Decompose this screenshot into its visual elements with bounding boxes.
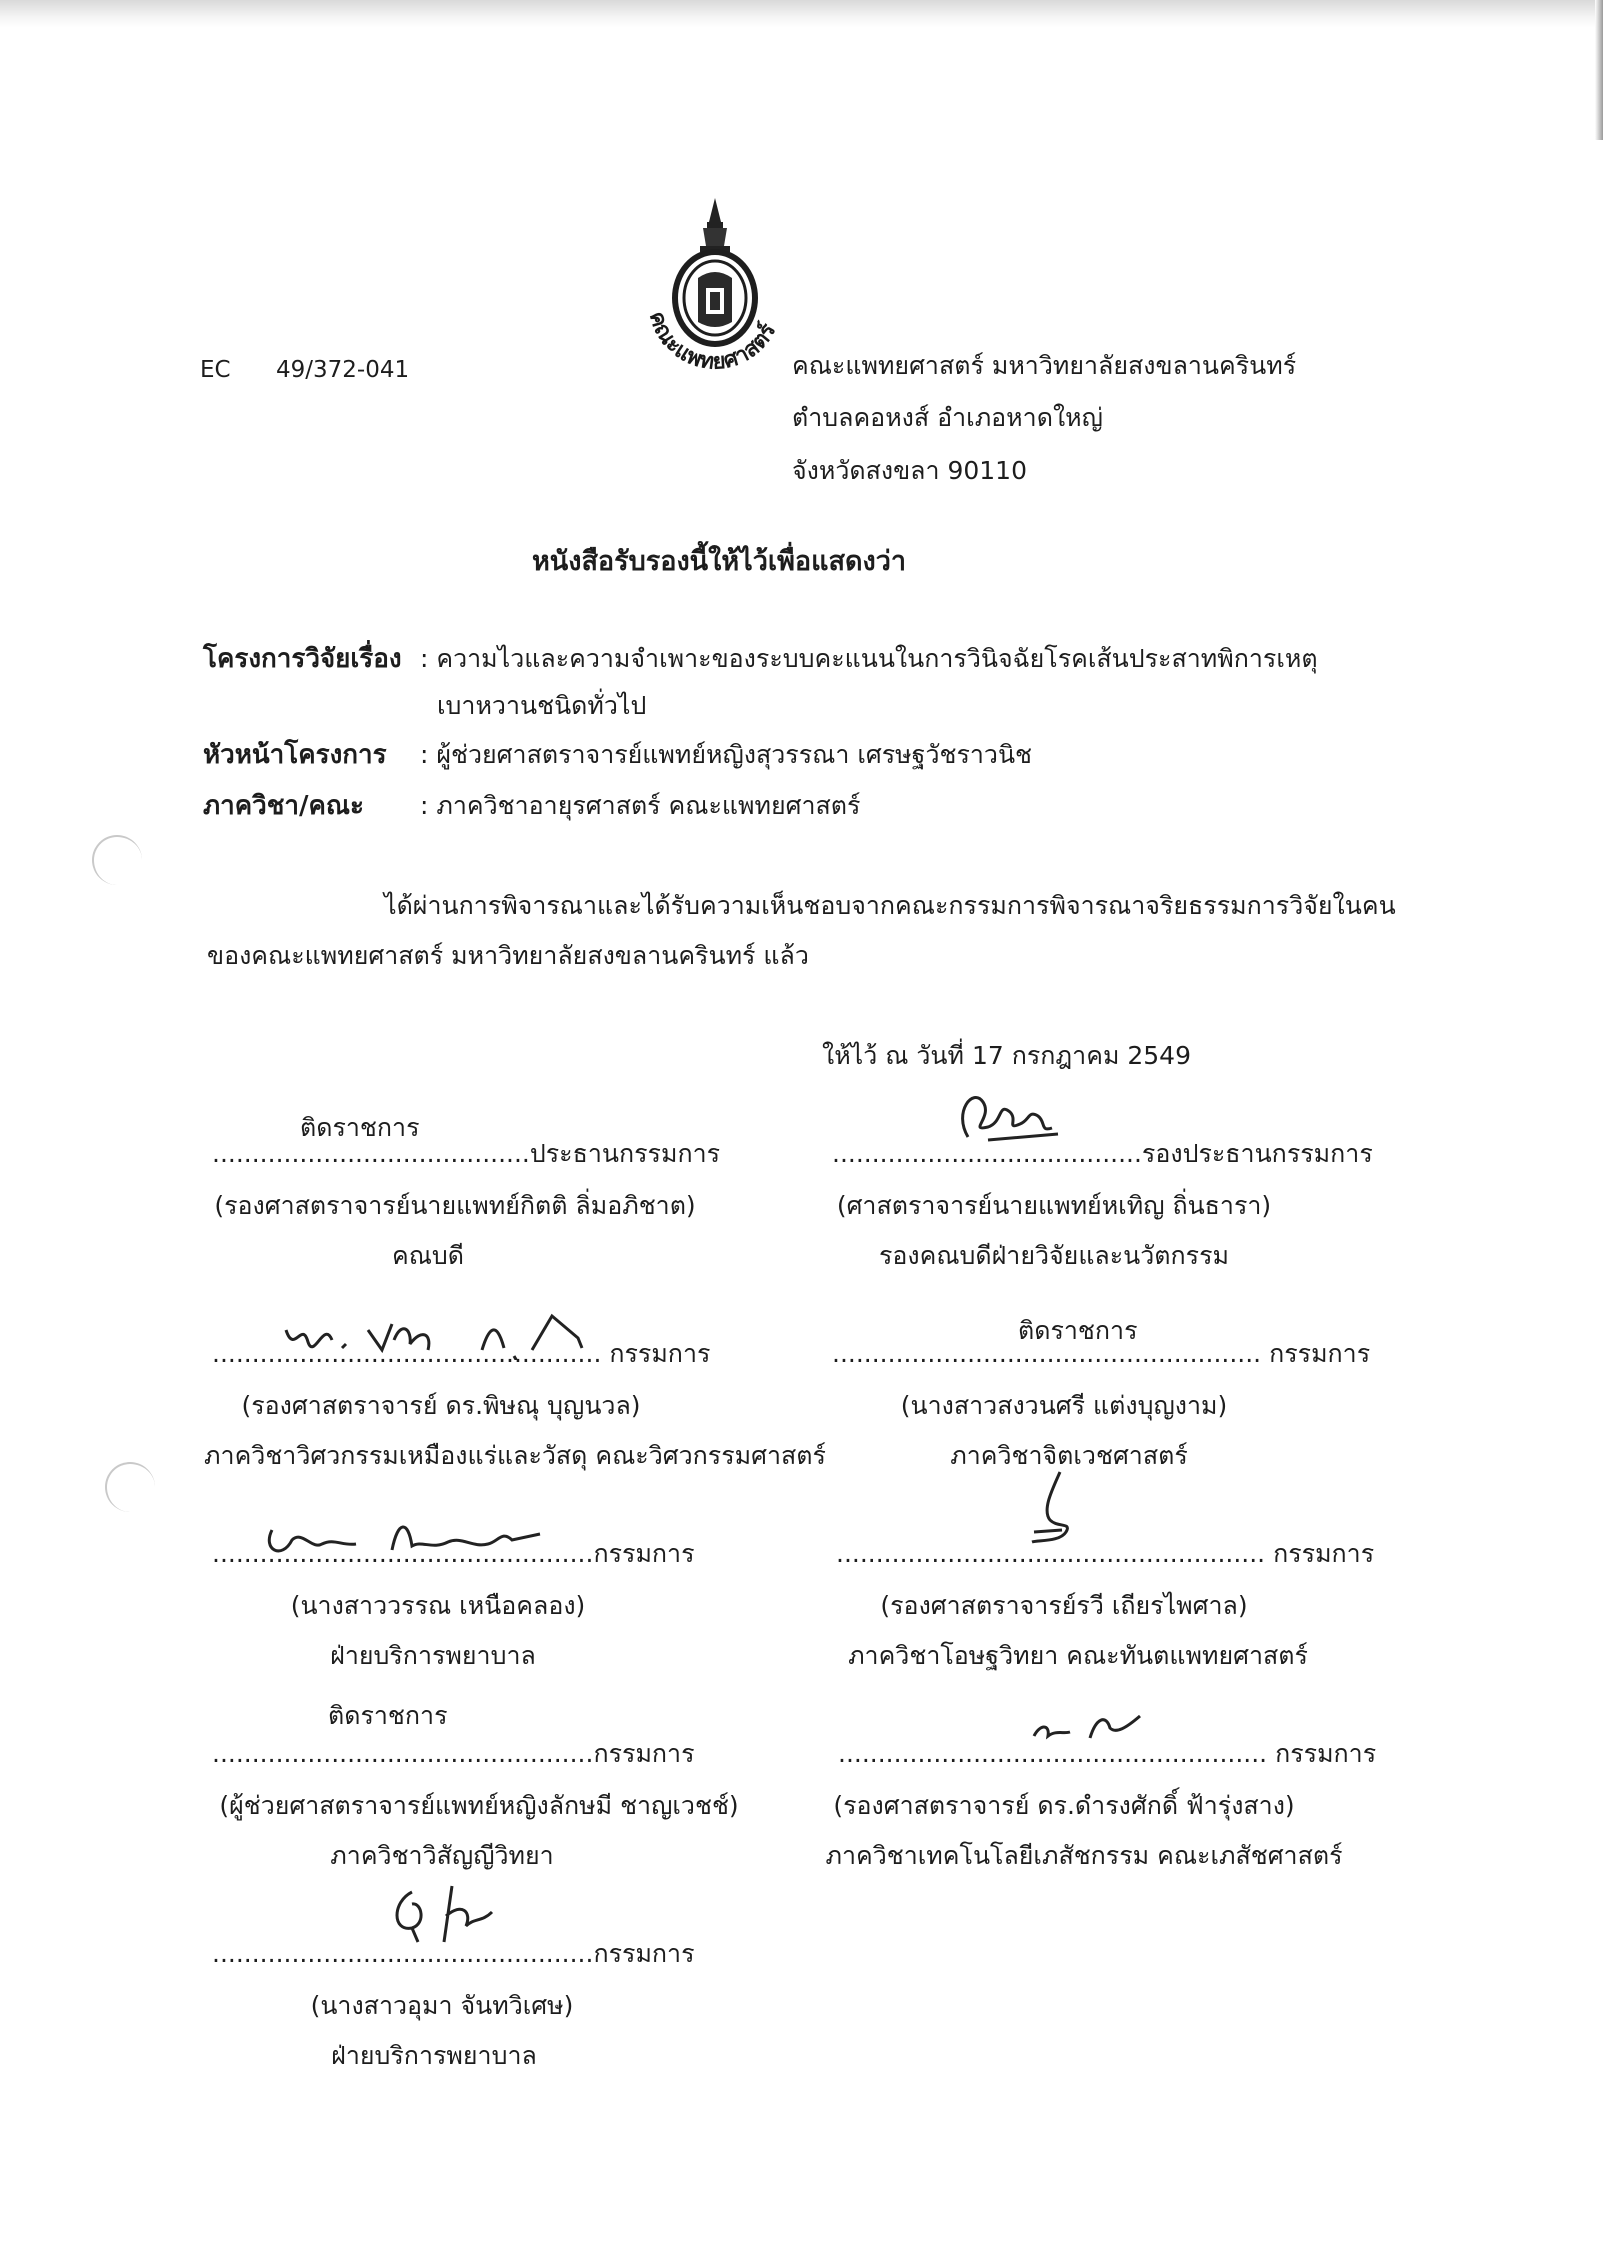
address-line-faculty: คณะแพทยศาสตร์ มหาวิทยาลัยสงขลานครินทร์	[792, 351, 1297, 380]
signatory-1-position: คณบดี	[391, 1241, 465, 1270]
certificate-heading: หนังสือรับรองนี้ให้ไว้เพื่อแสดงว่า	[532, 546, 907, 577]
signatory-8-position: ภาควิชาเทคโนโลยีเภสัชกรรม คณะเภสัชศาสตร์	[825, 1841, 1343, 1870]
project-title-line2: เบาหวานชนิดทั่วไป	[437, 691, 647, 720]
reference-prefix: EC	[200, 357, 231, 383]
signatory-5-position: ฝ่ายบริการพยาบาล	[330, 1641, 536, 1670]
project-lead-value: : ผู้ช่วยศาสตราจารย์แพทย์หญิงสุวรรณา เศรษฐวัชราวนิช	[420, 740, 1033, 769]
signatory-6-position: ภาควิชาโอษฐวิทยา คณะทันตแพทยศาสตร์	[848, 1641, 1308, 1670]
signatory-7-note: ติดราชการ	[328, 1701, 448, 1730]
faculty-seal-logo	[628, 196, 798, 396]
seal-arc-text: คณะแพทยศาสตร์	[643, 308, 782, 375]
project-title-line1: : ความไวและความจำเพาะของระบบคะแนนในการวินิจฉัยโรคเส้นประสาทพิการเหตุ	[420, 644, 1318, 673]
signatory-4-line: ...................................................... กรรมการ	[832, 1339, 1371, 1368]
signatory-3-position: ภาควิชาวิศวกรรมเหมืองแร่และวัสดุ คณะวิศวกรรมศาสตร์	[204, 1441, 826, 1470]
signatory-9-position: ฝ่ายบริการพยาบาล	[331, 2041, 537, 2070]
signatory-3-line: ................................................. กรรมการ	[212, 1339, 711, 1368]
scan-edge-right	[1595, 0, 1603, 140]
signatory-2-line: .......................................รองประธานกรรมการ	[832, 1139, 1373, 1168]
approval-statement-line1: ได้ผ่านการพิจารณาและได้รับความเห็นชอบจากคณะกรรมการพิจารณาจริยธรรมการวิจัยในคน	[384, 891, 1396, 920]
signatory-7-line: ................................................กรรมการ	[212, 1739, 695, 1768]
signatory-9-name: (นางสาวอุมา จันทวิเศษ)	[310, 1991, 574, 2020]
signatory-7-name: (ผู้ช่วยศาสตราจารย์แพทย์หญิงลักษมี ชาญเวชช์)	[219, 1791, 739, 1820]
approval-statement-line2: ของคณะแพทยศาสตร์ มหาวิทยาลัยสงขลานครินทร์ แล้ว	[207, 941, 809, 970]
signatory-9-line: ................................................กรรมการ	[212, 1939, 695, 1968]
signatory-2-name: (ศาสตราจารย์นายแพทย์หเทิญ ถิ่นธารา)	[836, 1191, 1272, 1220]
department-value: : ภาควิชาอายุรศาสตร์ คณะแพทยศาสตร์	[420, 791, 861, 820]
signatory-1-name: (รองศาสตราจารย์นายแพทย์กิตติ ลิ่มอภิชาต)	[214, 1191, 696, 1220]
department-label: ภาควิชา/คณะ	[203, 791, 364, 821]
reference-number: 49/372-041	[276, 357, 410, 383]
signatory-1-note: ติดราชการ	[300, 1113, 420, 1142]
signatory-8-line: ...................................................... กรรมการ	[838, 1739, 1377, 1768]
signatory-7-position: ภาควิชาวิสัญญีวิทยา	[330, 1841, 554, 1870]
signatory-1-line: ........................................ประธานกรรมการ	[212, 1139, 721, 1168]
punch-hole-mark	[92, 835, 142, 885]
signatory-5-line: ................................................กรรมการ	[212, 1539, 695, 1568]
signatory-3-name: (รองศาสตราจารย์ ดร.พิษณุ บุญนวล)	[241, 1391, 641, 1420]
scan-edge-top	[0, 0, 1603, 28]
signatory-8-name: (รองศาสตราจารย์ ดร.ดำรงศักดิ์ ฟ้ารุ่งสาง)	[833, 1791, 1295, 1820]
signatory-6-line: ...................................................... กรรมการ	[836, 1539, 1375, 1568]
signatory-5-name: (นางสาววรรณ เหนือคลอง)	[290, 1591, 586, 1620]
project-lead-label: หัวหน้าโครงการ	[203, 740, 387, 770]
signatory-4-note: ติดราชการ	[1018, 1316, 1138, 1345]
address-line-province: จังหวัดสงขลา 90110	[792, 456, 1027, 485]
issue-date: ให้ไว้ ณ วันที่ 17 กรกฎาคม 2549	[822, 1041, 1191, 1070]
address-line-district: ตำบลคอหงส์ อำเภอหาดใหญ่	[792, 403, 1103, 432]
signatory-4-name: (นางสาวสงวนศรี แต่งบุญงาม)	[900, 1391, 1228, 1420]
signatory-2-position: รองคณบดีฝ่ายวิจัยและนวัตกรรม	[878, 1241, 1230, 1270]
project-title-label: โครงการวิจัยเรื่อง	[203, 644, 402, 674]
signatory-6-name: (รองศาสตราจารย์รวี เถียรไพศาล)	[880, 1591, 1248, 1620]
punch-hole-mark	[105, 1462, 155, 1512]
signatory-4-position: ภาควิชาจิตเวชศาสตร์	[950, 1441, 1188, 1470]
